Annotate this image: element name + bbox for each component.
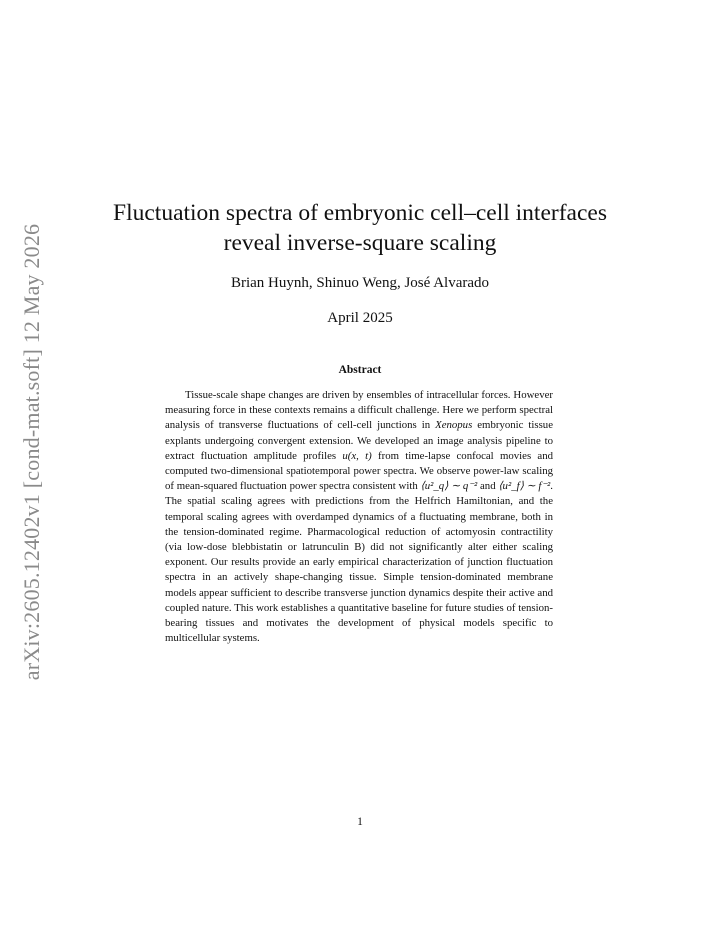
abstract-text-2: embryonic tissue explants undergoing convergent extension. We developed an image analysis pipeline to extract fluctuation amplitude profiles (165, 419, 554, 462)
page-number: 1 (357, 816, 363, 828)
temporal-scaling-formula: ⟨u²_f⟩ ∼ f⁻² (498, 480, 551, 493)
abstract-body (165, 388, 553, 646)
author-list: Brian Huynh, Shinuo Weng, José Alvarado (230, 275, 490, 291)
abstract-text-4: . The spatial scaling agrees with predictions from the Helfrich Hamiltonian, and the temporal scaling agrees with overdamped dynamics of a fluctuating membrane, both in the tension-dominated regime. Pharmacological reduction of actomyosin contractility (via low-dose blebbistatin or latrunculin B) did not significantly alter either scaling exponent. Our results provide an early empirical characterization of junction fluctuation spectra in an actively shape-changing tissue. Simple tension-dominated membrane models appear sufficient to describe transverse junction dynamics despite their active and coupled nature. This work establishes a quantitative baseline for future studies of tension-bearing tissues and motivates the development of physical models specific to multicellular systems. (165, 480, 553, 645)
organism-name: Xenopus (435, 419, 473, 432)
arxiv-identifier: arXiv:2605.12402v1 [cond-mat.soft] 12 May 2026 (19, 223, 44, 681)
abstract-connector: and (477, 480, 499, 493)
publication-date: April 2025 (327, 310, 393, 326)
abstract-text-1: Tissue-scale shape changes are driven by ensembles of intracellular forces. However measuring force in these contexts remains a difficult challenge. Here we perform spectral analysis of transverse fluctuations of cell-cell junctions in (165, 389, 553, 432)
profile-symbol: u(x, t) (342, 449, 372, 462)
abstract-text-3: from time-lapse confocal movies and computed two-dimensional spatiotemporal power spectra. We observe power-law scaling of mean-squared fluctuation power spectra consistent with (165, 449, 553, 493)
spatial-scaling-formula: ⟨u²_q⟩ ∼ q⁻² (420, 480, 478, 493)
paper-title: Fluctuation spectra of embryonic cell–cell interfaces reveal inverse-square scaling (113, 200, 607, 256)
abstract-heading: Abstract (338, 364, 382, 376)
